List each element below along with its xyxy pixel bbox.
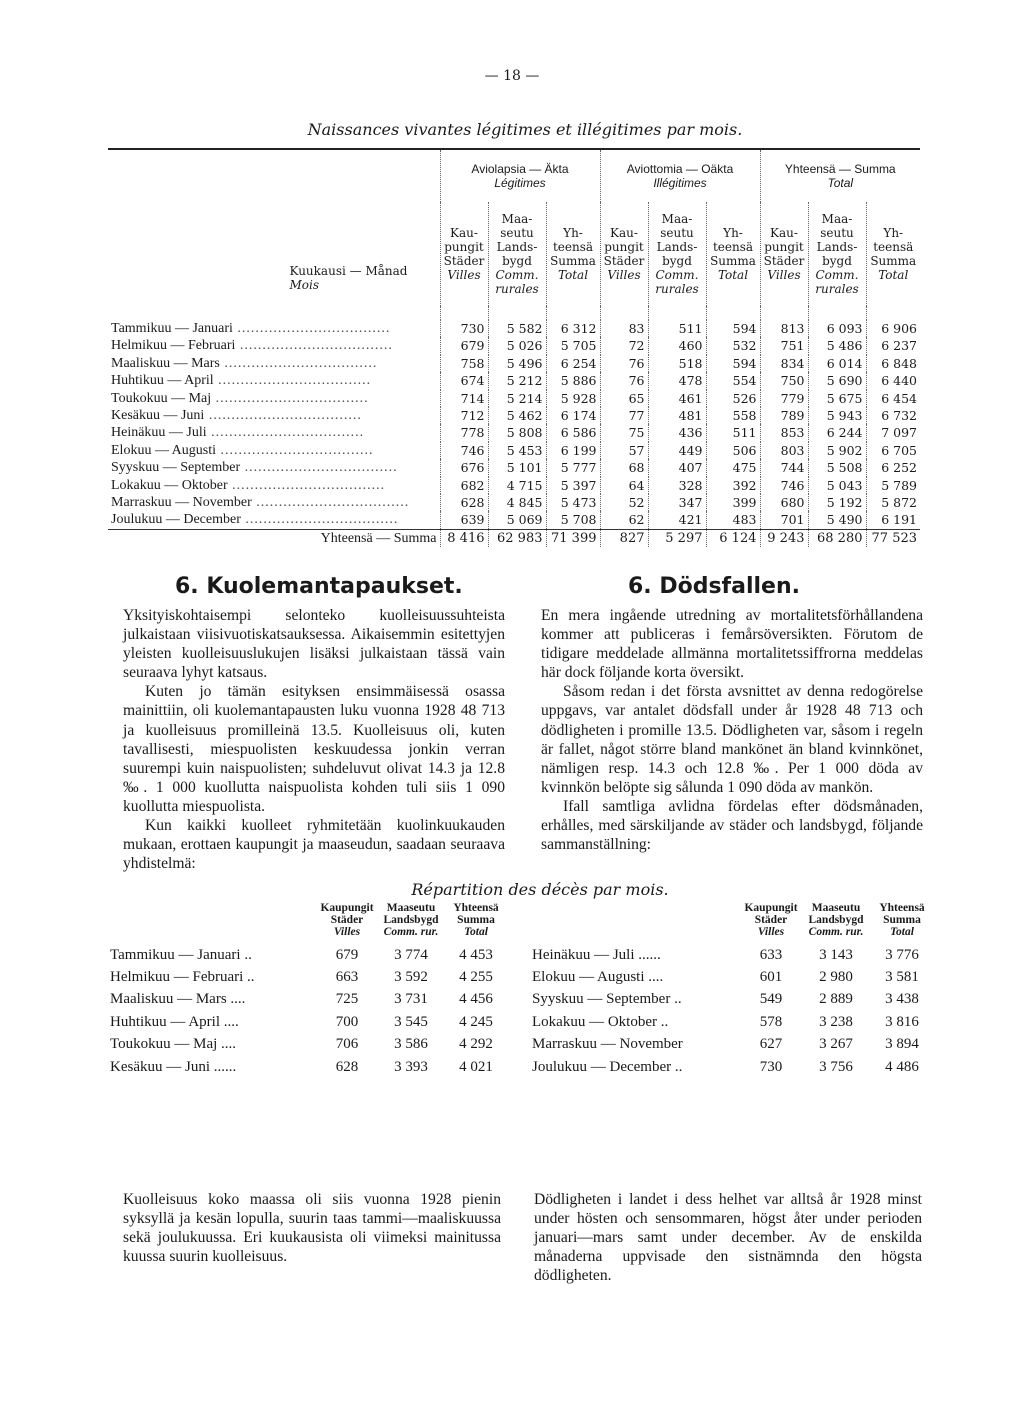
table-cell: 4 845 [488,494,546,511]
table-cell: 64 [600,477,648,494]
deaths-table-left [108,902,508,1078]
table-row [108,1056,508,1078]
table-cell: 5 462 [488,407,546,424]
row-header [108,149,440,306]
table-cell: 730 [759,1058,783,1075]
table-cell: 628 [440,494,488,511]
month-label: Toukokuu — Maj .... [110,1036,237,1053]
table-cell: 779 [760,390,808,407]
month-label: Kesäkuu — Juni ...... [110,1058,237,1075]
table-cell: 601 [759,969,783,986]
sv-paragraph-1: En mera ingående utredning av mortalitetsförhållandena kommer att publiceras i femårsöversikten. Förutom de tidigare meddelade allmänna mortalitetssiffrorna meddelas här dock följande korta översikt. [541,607,923,682]
table-cell: 478 [648,372,706,389]
col-header-legitimate-3: Yh- teensä Summa Total [546,202,600,306]
table-cell: 6 014 [808,355,866,372]
total-cell: 8 416 [440,529,488,547]
group-header-illegitimate: Aviottomia — Oäkta Illégitimes [600,149,760,202]
table-cell: 532 [706,337,760,354]
table-row [108,372,920,389]
table-cell: 639 [440,511,488,529]
table-cell: 6 586 [546,424,600,441]
table-cell: 6 454 [881,390,918,406]
table-row [108,355,920,372]
total-row [108,529,920,547]
table-cell: 679 [335,946,359,963]
table-cell: 5 212 [488,372,546,389]
table-cell: 3 756 [819,1058,853,1075]
row-header-fr: Mois [289,278,320,292]
table-cell: 481 [648,407,706,424]
table-cell: 3 267 [819,1036,853,1053]
month-label: Lokakuu — Oktober .. [532,1013,669,1030]
table-cell: 5 777 [546,459,600,476]
table-row [530,1011,934,1033]
table-row [108,459,920,476]
table-cell: 676 [440,459,488,476]
table-cell: 4 292 [459,1036,493,1053]
table-cell: 6 199 [546,442,600,459]
table-cell: 5 808 [488,424,546,441]
table-cell: 5 872 [881,495,918,511]
total-cell: 68 280 [808,529,866,547]
table-cell: 789 [760,407,808,424]
table-cell: 3 774 [394,946,428,963]
col-header-total-3: Yh- teensä Summa Total [870,226,917,282]
month-label: Toukokuu — Maj .................................. [108,390,440,407]
month-label: Elokuu — Augusti .................................. [108,442,440,459]
table-cell: 3 776 [885,946,919,963]
table-cell: 5 496 [488,355,546,372]
table-cell: 578 [759,1013,783,1030]
table-row [530,989,934,1011]
table-row [108,424,920,441]
table-cell: 407 [648,459,706,476]
table-cell: 4 456 [459,991,493,1008]
fi-paragraph-1: Yksityiskohtaisempi selonteko kuolleisuussuhteista julkaistaan viisivuotiskatsauksessa. Aikaisemmin esitettyjen yleisten kuolleisuuslukujen lisäksi julkaistaan tässä vain seuraava lyhyt katsaus. [123,607,505,682]
row-header-fi: Kuukausi — Månad [289,264,408,278]
table-cell: 475 [706,459,760,476]
table-cell: 674 [440,372,488,389]
table-cell: 526 [706,390,760,407]
table-cell: 2 980 [819,969,853,986]
table-cell: 461 [648,390,706,407]
table-cell: 834 [760,355,808,372]
table-cell: 62 [600,511,648,529]
table-cell: 554 [706,372,760,389]
table-cell: 746 [440,442,488,459]
month-label: Tammikuu — Januari .................................. [108,320,440,337]
table-cell: 3 592 [394,969,428,986]
sv-closing-text: Dödligheten i landet i dess helhet var alltså år 1928 minst under hösten och sensommaren, högst åter under perioden januari—mars samt under december. Av de enskilda månaderna uppvisade den sistnämnda den högsta dödligheten. [534,1191,922,1285]
table-cell: 714 [440,390,488,407]
table-cell: 68 [600,459,648,476]
births-table [108,148,920,547]
month-label: Elokuu — Augusti .... [532,969,664,986]
table-cell: 627 [759,1036,783,1053]
table-cell: 75 [600,424,648,441]
table-cell: 803 [760,442,808,459]
table-cell: 628 [335,1058,359,1075]
table-cell: 483 [706,511,760,529]
table-cell: 6 312 [546,320,600,337]
table-cell: 853 [760,424,808,441]
table-cell: 4 715 [488,477,546,494]
table-cell: 730 [440,320,488,337]
table-row [108,390,920,407]
table-cell: 5 101 [488,459,546,476]
table-cell: 6 174 [546,407,600,424]
table-cell: 449 [648,442,706,459]
table-cell: 5 026 [488,337,546,354]
sv-closing-paragraph [534,1190,922,1285]
table-cell: 3 393 [394,1058,428,1075]
table-cell: 3 816 [885,1013,919,1030]
table-cell: 511 [706,424,760,441]
table-row [530,1056,934,1078]
month-label: Lokakuu — Oktober .................................. [108,477,440,494]
table-row [108,966,508,988]
swedish-text-column [541,606,923,854]
table-cell: 6 732 [881,408,918,424]
month-label: Tammikuu — Januari .. [110,946,252,963]
month-label: Joulukuu — December .. [532,1058,683,1075]
table-cell: 5 582 [488,320,546,337]
table-cell: 5 453 [488,442,546,459]
table-cell: 3 581 [885,969,919,986]
finnish-text-column [123,606,505,873]
col-header-legitimate-2: Maa- seutu Lands- bygd Comm. rurales [488,202,546,306]
table-cell: 77 [600,407,648,424]
deaths-col-header: Maaseutu Landsbygd Comm. rur. [383,902,439,938]
table-cell: 5 192 [808,494,866,511]
table-cell: 700 [335,1013,359,1030]
table-row [108,989,508,1011]
table-cell: 5 069 [488,511,546,529]
table-row [108,1034,508,1056]
total-cell: 77 523 [866,529,920,547]
table-row [108,477,920,494]
births-table-caption: Naissances vivantes légitimes et illégitimes par mois. [307,120,743,139]
total-cell: 5 297 [648,529,706,547]
sv-paragraph-3: Ifall samtliga avlidna fördelas efter dödsmånaden, erhålles, med särskiljande av städer och landsbygd, följande sammanställning: [541,797,923,854]
table-row [108,1011,508,1033]
table-cell: 5 486 [808,337,866,354]
table-cell: 52 [600,494,648,511]
table-cell: 3 238 [819,1013,853,1030]
table-row [108,442,920,459]
table-cell: 712 [440,407,488,424]
table-cell: 436 [648,424,706,441]
table-cell: 7 097 [881,425,918,441]
group-header-legitimate: Aviolapsia — Äkta Légitimes [440,149,600,202]
col-header-total-2: Maa- seutu Lands- bygd Comm. rurales [808,202,866,306]
table-cell: 76 [600,372,648,389]
month-label: Joulukuu — December .................................. [108,511,440,529]
table-cell: 83 [600,320,648,337]
total-cell: 71 399 [546,529,600,547]
col-header-legitimate-1: Kau- pungit Städer Villes [440,202,488,306]
table-cell: 5 043 [808,477,866,494]
total-cell: 9 243 [760,529,808,547]
total-cell: 62 983 [488,529,546,547]
deaths-col-header: Kaupungit Städer Villes [744,902,798,938]
table-cell: 5 397 [546,477,600,494]
group-header-total: Yhteensä — Summa Total [784,162,896,190]
sv-paragraph-2: Såsom redan i det första avsnittet av denna redogörelse uppgavs, var antalet dödsfall under år 1928 48 713 och dödligheten i promille 13.5. Dödligheten var, såsom i regeln är fallet, något större bland mankönet än bland kvinnkönet, nämligen resp. 14.3 och 12.8 ‰. Per 1 000 döda av kvinnkön belöpte sig sålunda 1 090 döda av mankön. [541,683,923,796]
table-cell: 679 [440,337,488,354]
month-label: Marraskuu — November .................................. [108,494,440,511]
table-cell: 347 [648,494,706,511]
deaths-table-right [530,902,934,1078]
total-label: Yhteensä — Summa [108,529,440,547]
table-cell: 5 789 [881,477,918,493]
total-cell: 6 124 [706,529,760,547]
table-cell: 6 237 [881,338,918,354]
total-cell: 827 [600,529,648,547]
table-cell: 3 731 [394,991,428,1008]
section-title-fi: 6. Kuolemantapaukset. [175,574,463,599]
deaths-col-header: Yhteensä Summa Total [879,902,925,938]
fi-closing-text: Kuolleisuus koko maassa oli siis vuonna 1928 pienin syksyllä ja kesän lopulla, suurin taas tammi—maaliskuussa sekä joulukuussa. Eri kuukausista oli viimeksi mainitussa kuussa suurin kuolleisuus. [123,1191,501,1266]
table-cell: 399 [706,494,760,511]
deaths-table-caption: Répartition des décès par mois. [411,880,669,899]
table-cell: 506 [706,442,760,459]
month-label: Huhtikuu — April .... [110,1013,239,1030]
month-label: Heinäkuu — Juli .................................. [108,424,440,441]
table-cell: 633 [759,946,783,963]
table-cell: 76 [600,355,648,372]
table-cell: 663 [335,969,359,986]
table-cell: 5 490 [808,511,866,529]
table-cell: 5 508 [808,459,866,476]
table-cell: 2 889 [819,991,853,1008]
table-cell: 4 453 [459,946,493,963]
table-cell: 758 [440,355,488,372]
deaths-col-header: Maaseutu Landsbygd Comm. rur. [808,902,864,938]
table-cell: 5 473 [546,494,600,511]
table-cell: 5 690 [808,372,866,389]
table-row [530,966,934,988]
table-cell: 558 [706,407,760,424]
month-label: Helmikuu — Februari .................................. [108,337,440,354]
table-cell: 6 252 [881,460,918,476]
table-cell: 6 244 [808,424,866,441]
table-cell: 4 245 [459,1013,493,1030]
month-label: Maaliskuu — Mars .... [110,991,246,1008]
table-cell: 3 894 [885,1036,919,1053]
col-header-illegitimate-2: Maa- seutu Lands- bygd Comm. rurales [648,202,706,306]
table-row [108,494,920,511]
table-cell: 3 143 [819,946,853,963]
table-row [108,320,920,337]
table-cell: 6 440 [881,373,918,389]
month-label: Maaliskuu — Mars .................................. [108,355,440,372]
table-cell: 778 [440,424,488,441]
section-title-sv: 6. Dödsfallen. [628,574,800,599]
table-cell: 3 438 [885,991,919,1008]
table-cell: 4 021 [459,1058,493,1075]
table-cell: 594 [706,320,760,337]
table-cell: 3 545 [394,1013,428,1030]
table-cell: 682 [440,477,488,494]
col-header-total-1: Kau- pungit Städer Villes [760,202,808,306]
deaths-col-header: Kaupungit Städer Villes [320,902,374,938]
table-cell: 5 675 [808,390,866,407]
table-cell: 72 [600,337,648,354]
table-row [108,944,508,966]
fi-closing-paragraph [123,1190,501,1266]
table-cell: 328 [648,477,706,494]
col-header-illegitimate-3: Yh- teensä Summa Total [706,202,760,306]
table-cell: 5 214 [488,390,546,407]
month-label: Heinäkuu — Juli ...... [532,946,661,963]
table-cell: 6 254 [546,355,600,372]
table-row [108,511,920,529]
table-cell: 6 093 [808,320,866,337]
table-cell: 392 [706,477,760,494]
table-cell: 6 848 [881,355,918,371]
table-cell: 57 [600,442,648,459]
table-cell: 750 [760,372,808,389]
table-row [108,337,920,354]
table-row [530,944,934,966]
table-cell: 549 [759,991,783,1008]
table-cell: 6 191 [881,512,918,528]
table-cell: 4 255 [459,969,493,986]
table-cell: 594 [706,355,760,372]
table-cell: 746 [760,477,808,494]
table-row [108,407,920,424]
table-cell: 421 [648,511,706,529]
table-cell: 4 486 [885,1058,919,1075]
table-cell: 6 906 [881,321,918,336]
month-label: Syyskuu — September .................................. [108,459,440,476]
table-cell: 3 586 [394,1036,428,1053]
table-cell: 511 [648,320,706,337]
fi-paragraph-3: Kun kaikki kuolleet ryhmitetään kuolinkuukauden mukaan, erottaen kaupungit ja maaseudun, saadaan seuraava yhdistelmä: [123,817,505,873]
table-cell: 725 [335,991,359,1008]
table-cell: 5 705 [546,337,600,354]
table-cell: 5 902 [808,442,866,459]
deaths-col-header: Yhteensä Summa Total [453,902,499,938]
table-cell: 751 [760,337,808,354]
table-cell: 813 [760,320,808,337]
table-cell: 744 [760,459,808,476]
table-cell: 680 [760,494,808,511]
fi-paragraph-2: Kuten jo tämän esityksen ensimmäisessä osassa mainittiin, oli kuolemantapausten luku vuonna 1928 48 713 ja kuolleisuus promilleinä 13.5. Kuolleisuus oli, kuten tavallisesti, miespuolisten keskuudessa jonkin verran suurempi kuin naispuolisten; suhdeluvut olivat 14.3 ja 12.8 ‰. 1 000 kuollutta naispuolista kohden tuli siis 1 090 kuollutta miespuolista. [123,683,505,815]
table-cell: 706 [335,1036,359,1053]
table-cell: 5 943 [808,407,866,424]
table-cell: 65 [600,390,648,407]
month-label: Syyskuu — September .. [532,991,682,1008]
table-cell: 5 928 [546,390,600,407]
page-number: — 18 — [484,68,540,84]
month-label: Marraskuu — November [532,1036,683,1053]
table-cell: 701 [760,511,808,529]
col-header-illegitimate-1: Kau- pungit Städer Villes [600,202,648,306]
table-cell: 460 [648,337,706,354]
month-label: Kesäkuu — Juni .................................. [108,407,440,424]
table-row [530,1034,934,1056]
table-cell: 518 [648,355,706,372]
table-cell: 5 886 [546,372,600,389]
month-label: Helmikuu — Februari .. [110,969,255,986]
table-cell: 6 705 [881,442,918,458]
table-cell: 5 708 [546,511,600,529]
month-label: Huhtikuu — April .................................. [108,372,440,389]
